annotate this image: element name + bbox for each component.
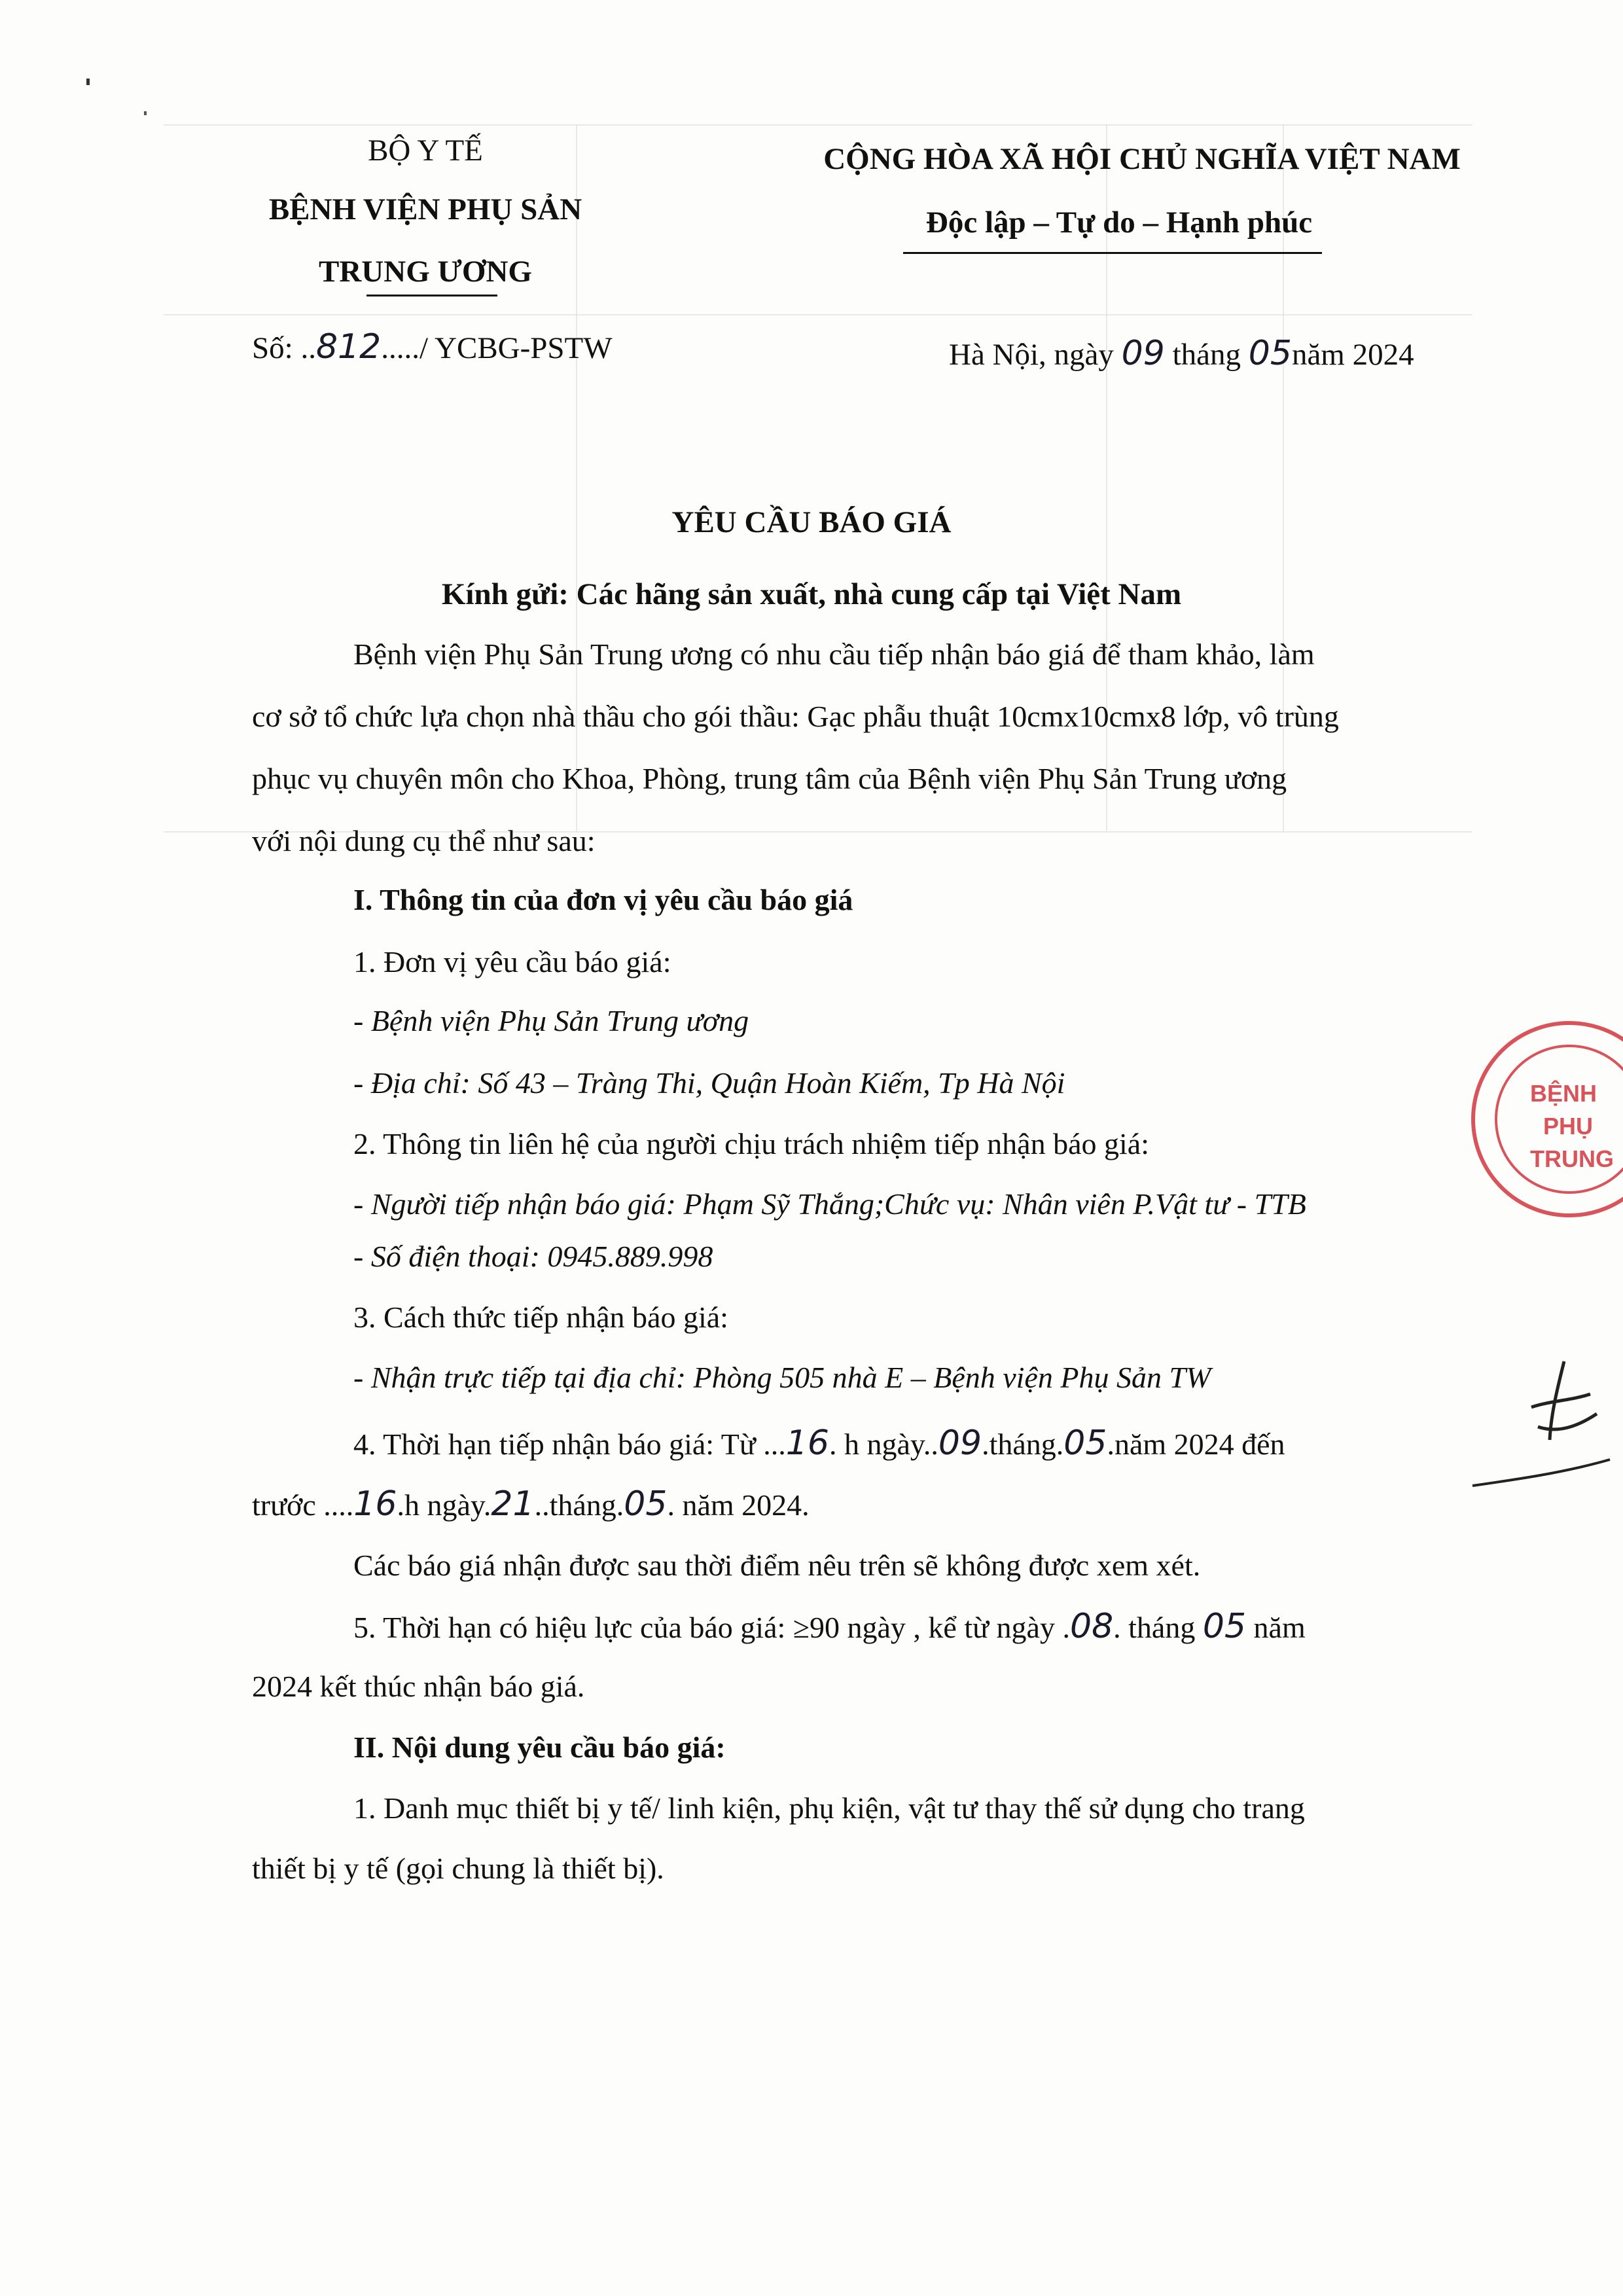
end-day-handwritten: 21 [491, 1484, 535, 1524]
section-2-heading: II. Nội dung yêu cầu báo giá: [353, 1731, 726, 1764]
document-date: Hà Nội, ngày 09 tháng 05năm 2024 [949, 334, 1414, 373]
requesting-unit-address: - Địa chỉ: Số 43 – Tràng Thi, Quận Hoàn Kiếm, Tp Hà Nội [353, 1066, 1065, 1100]
section-1-item-1-label: 1. Đơn vị yêu cầu báo giá: [353, 945, 671, 978]
receipt-deadline-line-2: trước ....16.h ngày.21..tháng.05. năm 2024. [252, 1484, 810, 1524]
intro-line-4: với nội dung cụ thể như sau: [252, 824, 596, 857]
validity-day-handwritten: 08 [1069, 1607, 1114, 1646]
validity-line-1: 5. Thời hạn có hiệu lực của báo giá: ≥90 ngày , kể từ ngày .08. tháng 05 năm [353, 1607, 1306, 1646]
country-name: CỘNG HÒA XÃ HỘI CHỦ NGHĨA VIỆT NAM [823, 142, 1461, 176]
section-2-item-1-line-2: thiết bị y tế (gọi chung là thiết bị). [252, 1852, 664, 1885]
section-1-item-3-label: 3. Cách thức tiếp nhận báo giá: [353, 1300, 728, 1334]
hospital-underline [366, 295, 497, 296]
validity-month-handwritten: 05 [1202, 1607, 1247, 1646]
section-2-item-1-line-1: 1. Danh mục thiết bị y tế/ linh kiện, phụ kiện, vật tư thay thế sử dụng cho trang [353, 1791, 1305, 1825]
receipt-deadline-line-1: 4. Thời hạn tiếp nhận báo giá: Từ ...16. h ngày..09.tháng.05.năm 2024 đến [353, 1424, 1285, 1463]
ministry-name: BỘ Y TẾ [368, 134, 483, 168]
late-quote-note: Các báo giá nhận được sau thời điểm nêu trên sẽ không được xem xét. [353, 1549, 1201, 1582]
intro-line-1: Bệnh viện Phụ Sản Trung ương có nhu cầu tiếp nhận báo giá để tham khảo, làm [353, 637, 1315, 671]
hospital-stamp [1471, 1021, 1623, 1217]
hospital-name-line1: BỆNH VIỆN PHỤ SẢN [268, 192, 582, 226]
end-hour-handwritten: 16 [353, 1484, 397, 1524]
section-1-item-2-label: 2. Thông tin liên hệ của người chịu trách nhiệm tiếp nhận báo giá: [353, 1127, 1149, 1160]
signature-mark [1466, 1348, 1616, 1499]
intro-line-3: phục vụ chuyên môn cho Khoa, Phòng, trung tâm của Bệnh viện Phụ Sản Trung ương [252, 762, 1287, 795]
intro-line-2: cơ sở tổ chức lựa chọn nhà thầu cho gói thầu: Gạc phẫu thuật 10cmx10cmx8 lớp, vô trùng [252, 700, 1339, 733]
validity-line-2: 2024 kết thúc nhận báo giá. [252, 1670, 585, 1703]
stamp-text: BỆNH PHỤ TRUNG [1530, 1080, 1614, 1172]
hospital-name-line2: TRUNG ƯƠNG [319, 255, 532, 289]
date-month-handwritten: 05 [1248, 334, 1292, 373]
scan-speck [144, 111, 147, 115]
addressee: Kính gửi: Các hãng sản xuất, nhà cung cấp tại Việt Nam [441, 577, 1182, 611]
start-hour-handwritten: 16 [785, 1424, 829, 1463]
end-month-handwritten: 05 [624, 1484, 668, 1524]
doc-number-handwritten: 812 [315, 327, 382, 367]
document-title: YÊU CẦU BÁO GIÁ [671, 505, 952, 539]
document-number: Số: ..812...../ YCBG-PSTW [252, 327, 613, 367]
date-day-handwritten: 09 [1121, 334, 1165, 373]
contact-phone: - Số điện thoại: 0945.889.998 [353, 1240, 713, 1273]
start-day-handwritten: 09 [938, 1424, 982, 1463]
scan-speck [86, 79, 90, 85]
start-month-handwritten: 05 [1063, 1424, 1107, 1463]
requesting-unit: - Bệnh viện Phụ Sản Trung ương [353, 1004, 749, 1037]
receipt-method: - Nhận trực tiếp tại địa chỉ: Phòng 505 nhà E – Bệnh viện Phụ Sản TW [353, 1361, 1211, 1394]
contact-person: - Người tiếp nhận báo giá: Phạm Sỹ Thắng;Chức vụ: Nhân viên P.Vật tư - TTB [353, 1187, 1306, 1221]
national-motto: Độc lập – Tự do – Hạnh phúc [925, 206, 1313, 240]
motto-underline [903, 252, 1322, 254]
section-1-heading: I. Thông tin của đơn vị yêu cầu báo giá [353, 883, 853, 916]
